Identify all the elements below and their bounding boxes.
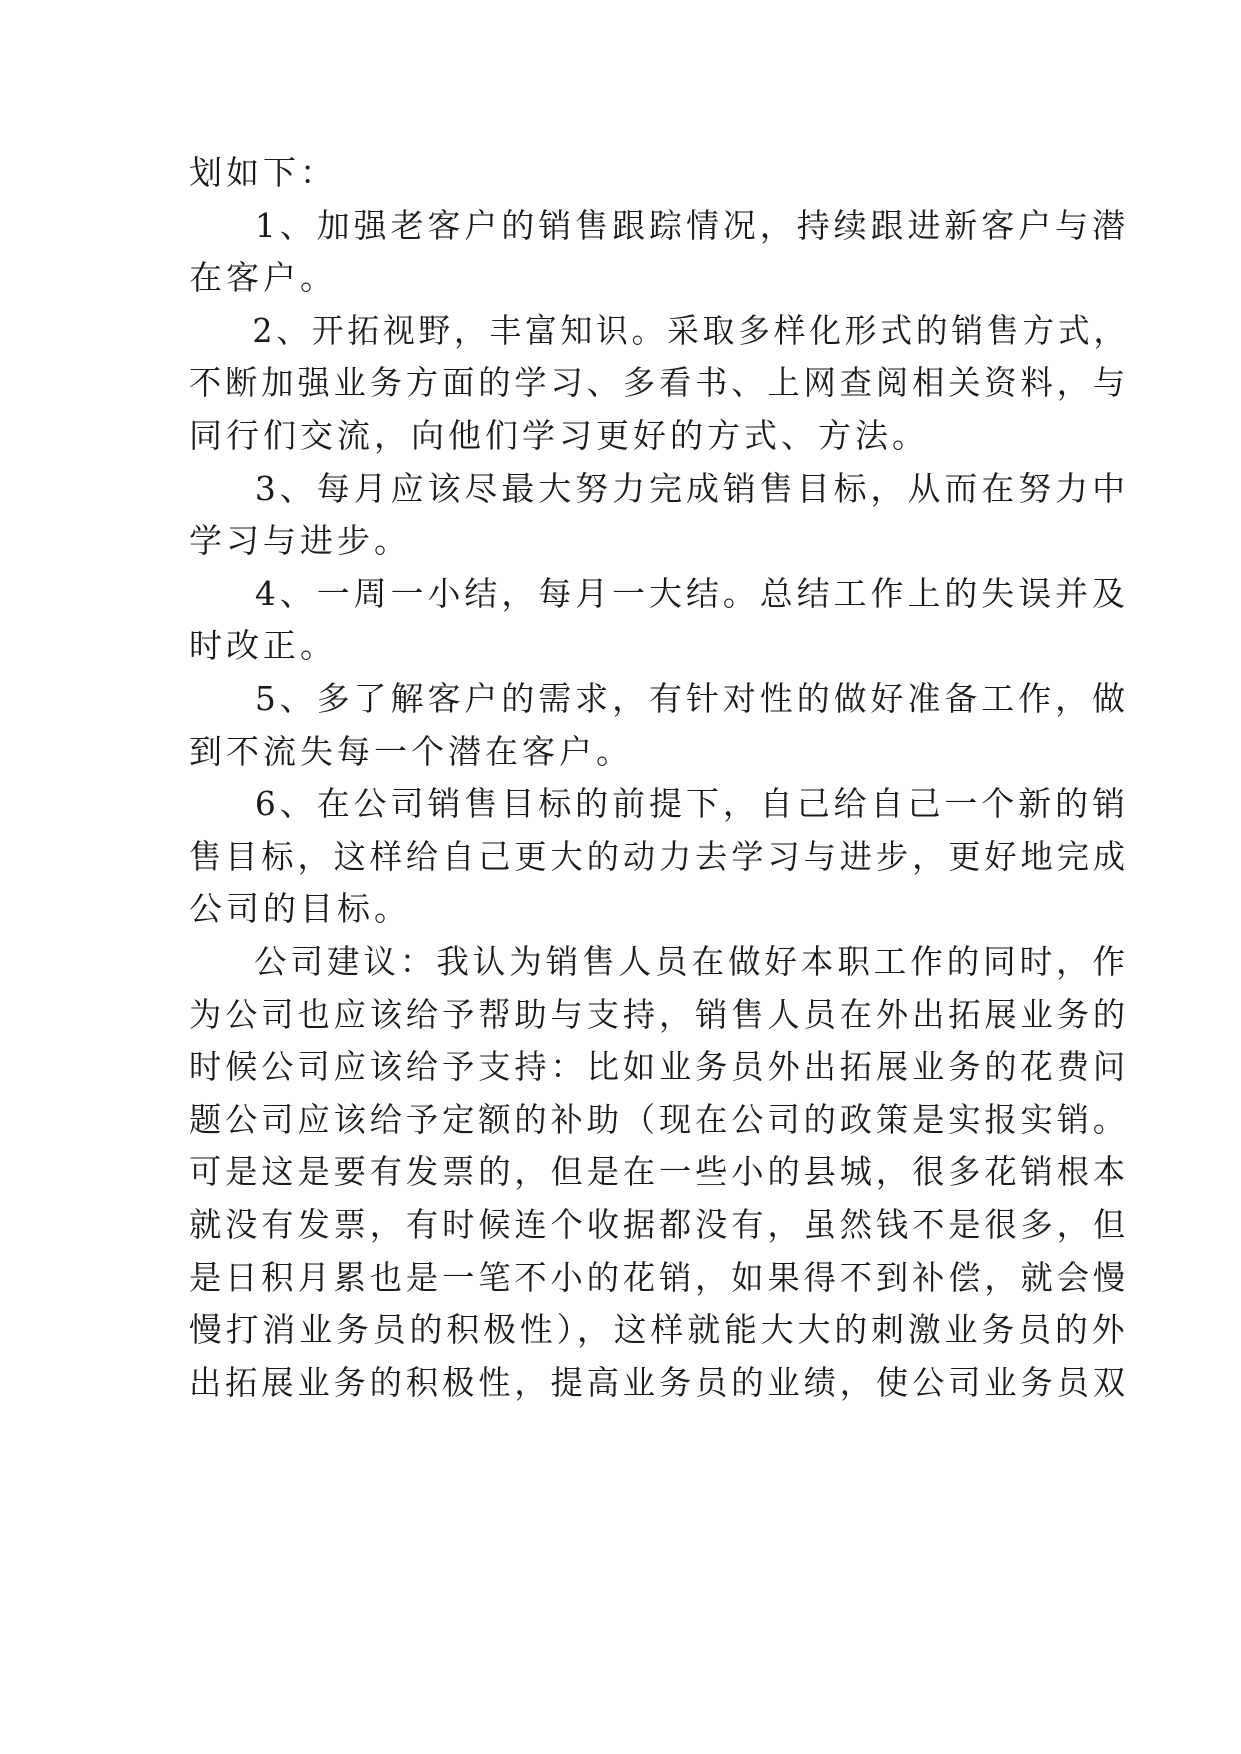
text-line: 题公司应该给予定额的补助（现在公司的政策是实报实销。 [189,1099,1129,1139]
text-line: 6、在公司销售目标的前提下，自己给自己一个新的销 [254,784,1129,824]
text-line: 4、一周一小结，每月一大结。总结工作上的失误并及 [254,573,1129,613]
text-line: 售目标，这样给自己更大的动力去学习与进步，更好地完成 [189,836,1129,876]
text-line: 是日积月累也是一笔不小的花销，如果得不到补偿，就会慢 [189,1257,1129,1297]
text-line: 在客户。 [189,258,337,298]
text-line: 5、多了解客户的需求，有针对性的做好准备工作，做 [254,679,1129,718]
text-line: 学习与进步。 [189,521,411,561]
text-line: 公司建议：我认为销售人员在做好本职工作的同时，作 [254,942,1130,981]
text-line: 到不流失每一个潜在客户。 [189,731,633,771]
text-line: 划如下： [189,153,337,192]
text-line: 出拓展业务的积极性，提高业务员的业绩，使公司业务员双 [189,1362,1129,1402]
text-line: 可是这是要有发票的，但是在一些小的县城，很多花销根本 [189,1152,1129,1192]
text-line: 就没有发票，有时候连个收据都没有，虽然钱不是很多，但 [189,1205,1129,1244]
text-line: 为公司也应该给予帮助与支持，销售人员在外出拓展业务的 [189,994,1129,1034]
text-line: 慢打消业务员的积极性），这样就能大大的刺激业务员的外 [189,1310,1129,1350]
text-line: 时改正。 [189,626,337,666]
text-line: 3、每月应该尽最大努力完成销售目标，从而在努力中 [254,468,1129,508]
text-line: 2、开拓视野，丰富知识。采取多样化形式的销售方式， [252,310,1129,350]
text-line: 1、加强老客户的销售跟踪情况，持续跟进新客户与潜 [254,205,1129,245]
text-line: 公司的目标。 [189,889,411,929]
text-line: 不断加强业务方面的学习、多看书、上网查阅相关资料，与 [189,363,1129,403]
text-line: 同行们交流，向他们学习更好的方式、方法。 [189,416,929,455]
text-line: 时候公司应该给予支持：比如业务员外出拓展业务的花费问 [189,1047,1129,1087]
